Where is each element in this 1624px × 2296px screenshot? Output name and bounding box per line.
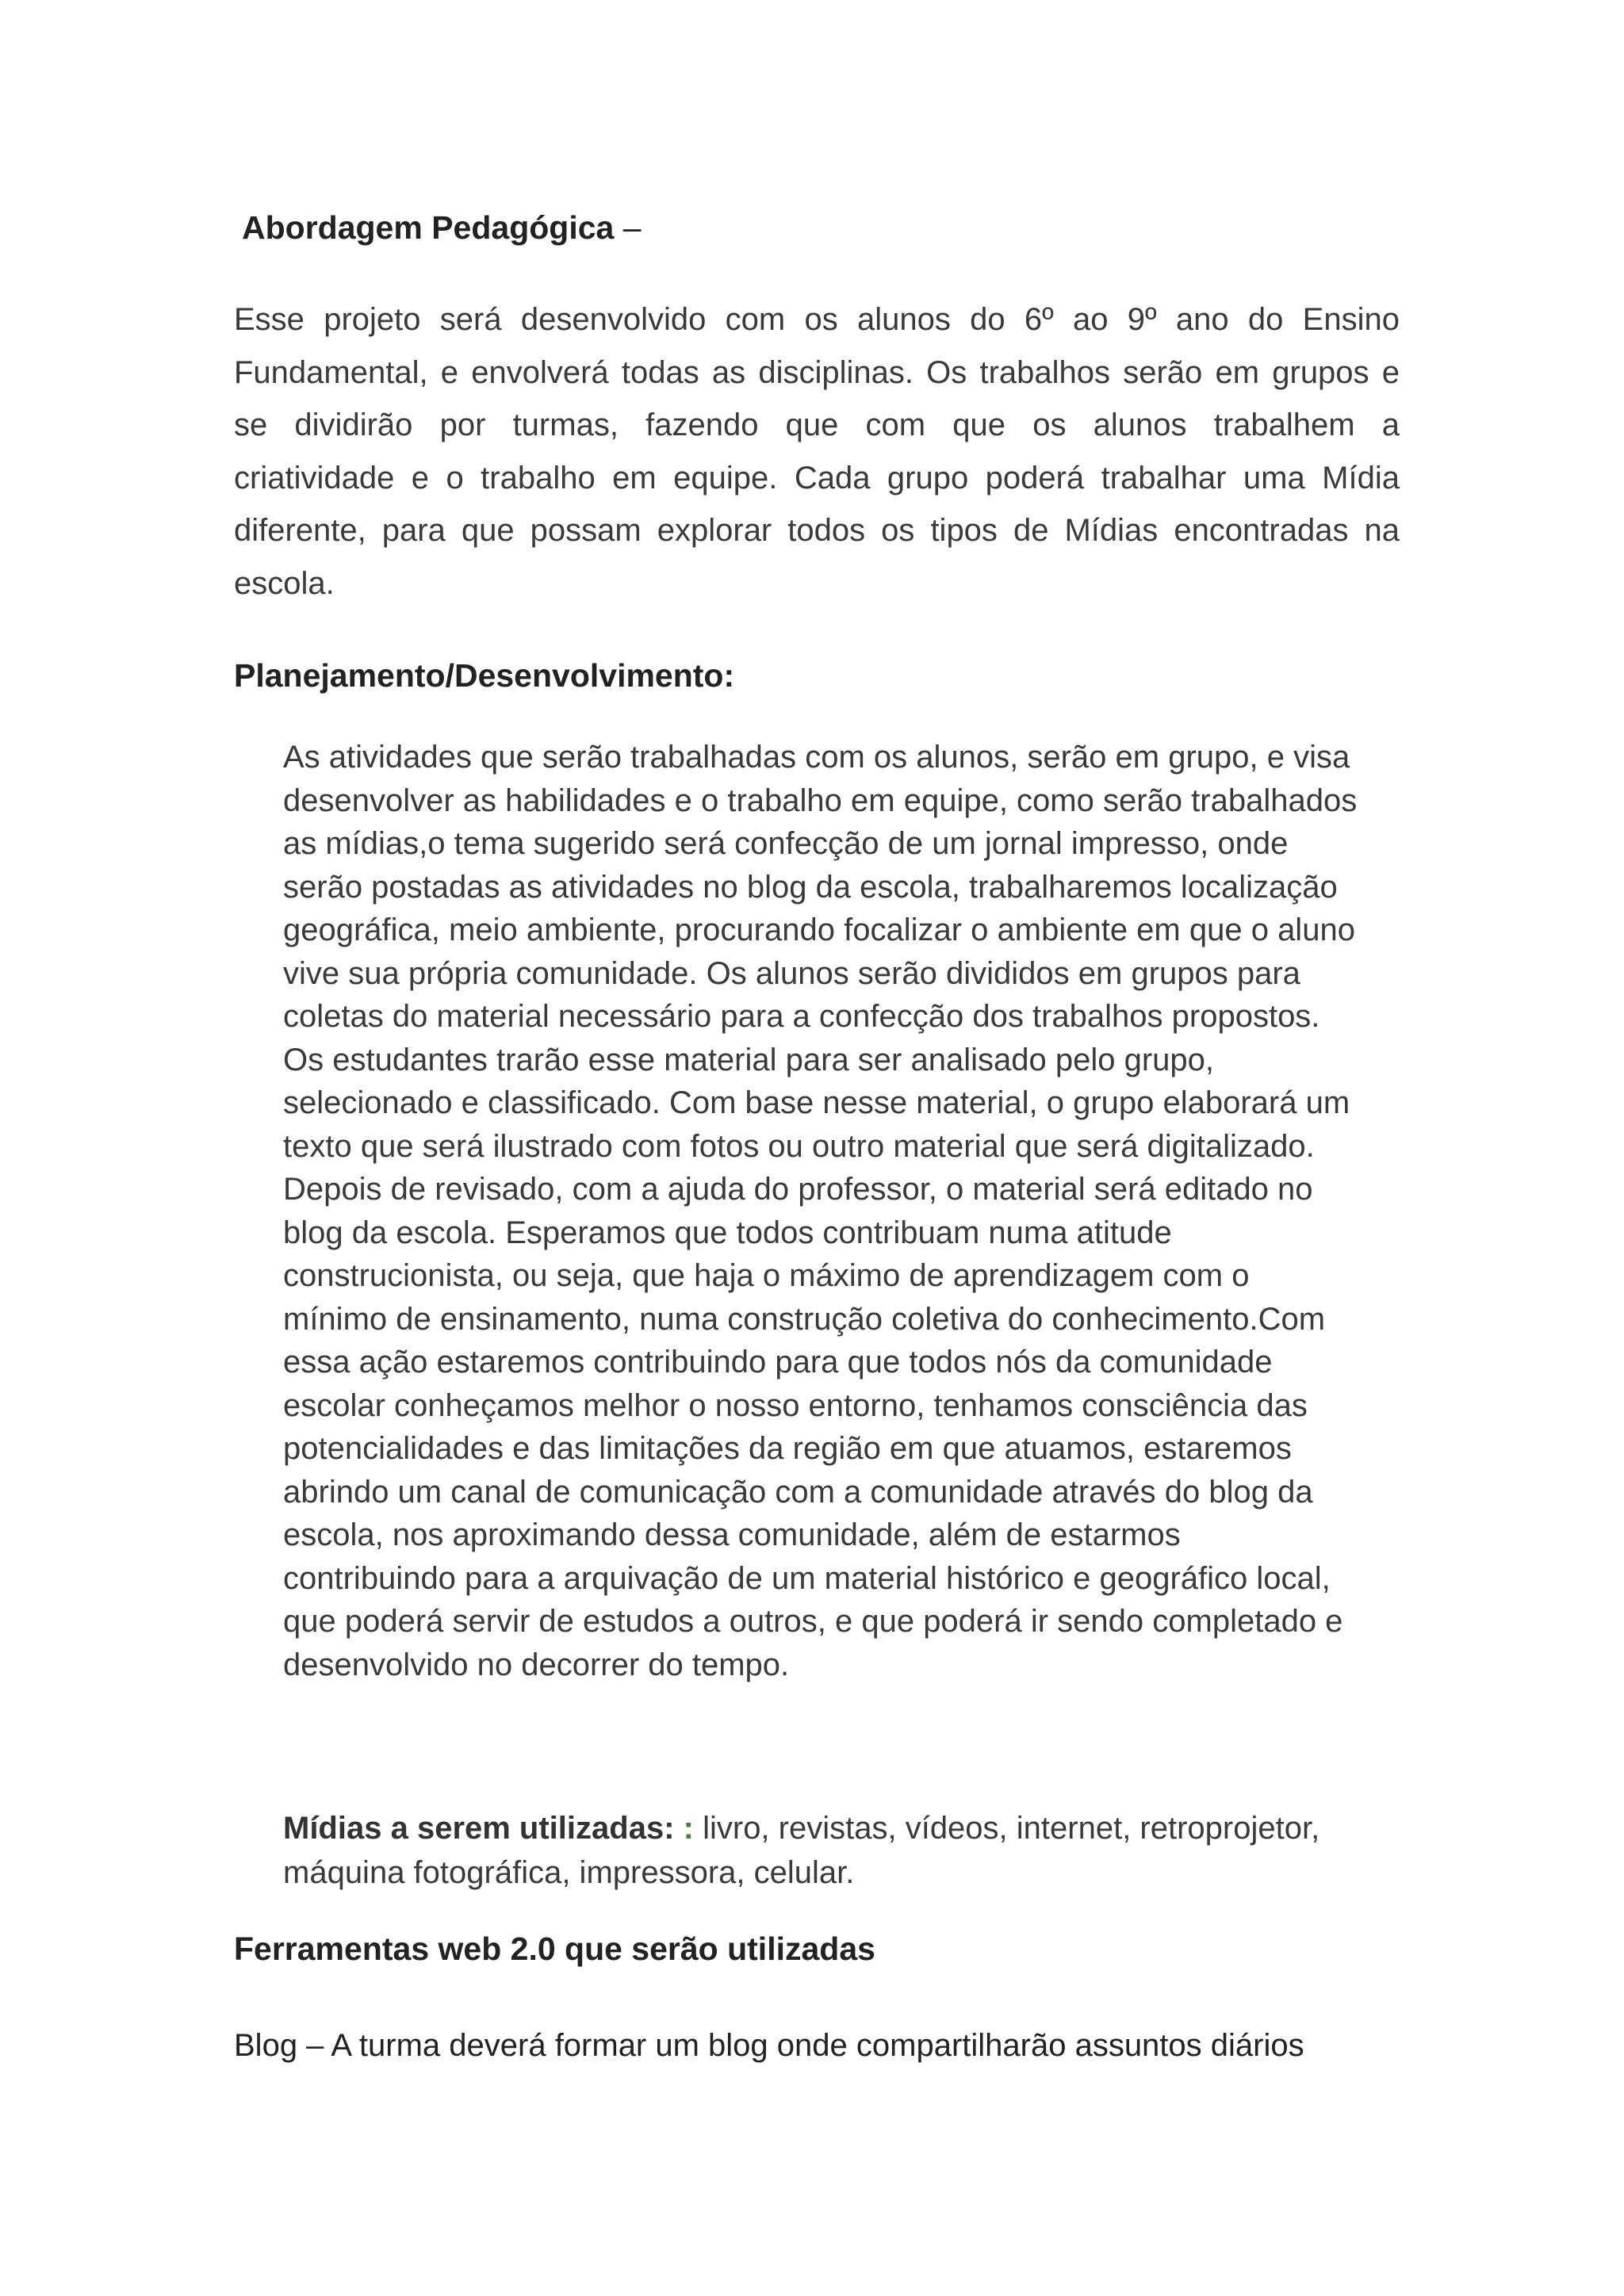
- paragraph-line: que poderá servir de estudos a outros, e que poderá ir sendo completado e: [283, 1604, 1343, 1639]
- midias-list-2: máquina fotográfica, impressora, celular.: [283, 1855, 855, 1890]
- abordagem-dash: –: [622, 209, 642, 246]
- paragraph-line: geográfica, meio ambiente, procurando focalizar o ambiente em que o aluno: [283, 913, 1355, 947]
- paragraph-line: blog da escola. Esperamos que todos contribuam numa atitude: [283, 1215, 1172, 1250]
- paragraph-line: se dividirão por turmas, fazendo que com que os alunos trabalhem a: [234, 408, 1400, 442]
- paragraph-line: coletas do material necessário para a confecção dos trabalhos propostos.: [283, 999, 1320, 1034]
- paragraph-line: escolar conheçamos melhor o nosso entorno, tenhamos consciência das: [283, 1387, 1308, 1423]
- midias-label: Mídias a serem utilizadas:: [283, 1811, 675, 1846]
- paragraph-line: Os estudantes trarão esse material para ser analisado pelo grupo,: [283, 1042, 1215, 1077]
- paragraph-line: vive sua própria comunidade. Os alunos serão divididos em grupos para: [283, 955, 1300, 991]
- paragraph-line: as mídias,o tema sugerido será confecção de um jornal impresso, onde: [283, 826, 1289, 861]
- blog-description: Blog – A turma deverá formar um blog onde compartilharão assuntos diários: [234, 2028, 1304, 2063]
- paragraph-line: mínimo de ensinamento, numa construção coletiva do conhecimento.Com: [283, 1301, 1326, 1337]
- paragraph-line: Fundamental, e envolverá todas as disciplinas. Os trabalhos serão em grupos e: [234, 354, 1400, 390]
- paragraph-line: construcionista, ou seja, que haja o máximo de aprendizagem com o: [283, 1258, 1250, 1293]
- paragraph-line: abrindo um canal de comunicação com a comunidade através do blog da: [283, 1474, 1313, 1510]
- midias-colon: :: [683, 1811, 694, 1846]
- paragraph-line: As atividades que serão trabalhadas com os alunos, serão em grupo, e visa: [283, 740, 1350, 775]
- abordagem-title: Abordagem Pedagógica: [242, 209, 615, 246]
- planejamento-paragraph: [283, 736, 1409, 1686]
- midias-list-1: livro, revistas, vídeos, internet, retroprojetor,: [703, 1811, 1320, 1846]
- planejamento-heading: Planejamento/Desenvolvimento:: [234, 657, 735, 694]
- paragraph-line: criatividade e o trabalho em equipe. Cada grupo poderá trabalhar uma Mídia: [234, 460, 1400, 496]
- paragraph-line: escola.: [234, 565, 335, 601]
- paragraph-line: diferente, para que possam explorar todos os tipos de Mídias encontradas na: [234, 513, 1400, 548]
- paragraph-line: selecionado e classificado. Com base nesse material, o grupo elaborará um: [283, 1085, 1350, 1120]
- paragraph-line: potencialidades e das limitações da região em que atuamos, estaremos: [283, 1431, 1292, 1466]
- paragraph-line: essa ação estaremos contribuindo para que todos nós da comunidade: [283, 1345, 1273, 1380]
- paragraph-line: desenvolvido no decorrer do tempo.: [283, 1647, 790, 1682]
- paragraph-line: contribuindo para a arquivação de um material histórico e geográfico local,: [283, 1560, 1331, 1596]
- abordagem-heading: [242, 208, 642, 247]
- paragraph-line: Esse projeto será desenvolvido com os alunos do 6º ao 9º ano do Ensino: [234, 302, 1400, 337]
- paragraph-line: Depois de revisado, com a ajuda do professor, o material será editado no: [283, 1172, 1313, 1207]
- paragraph-line: desenvolver as habilidades e o trabalho em equipe, como serão trabalhados: [283, 783, 1358, 818]
- midias-line-1: [283, 1806, 1409, 1850]
- paragraph-line: escola, nos aproximando dessa comunidade, além de estarmos: [283, 1517, 1181, 1552]
- abordagem-paragraph: [234, 293, 1400, 610]
- ferramentas-heading: Ferramentas web 2.0 que serão utilizadas: [234, 1931, 875, 1967]
- midias-paragraph: [283, 1806, 1409, 1895]
- paragraph-line: texto que será ilustrado com fotos ou outro material que será digitalizado.: [283, 1128, 1315, 1164]
- paragraph-line: serão postadas as atividades no blog da escola, trabalharemos localização: [283, 869, 1338, 905]
